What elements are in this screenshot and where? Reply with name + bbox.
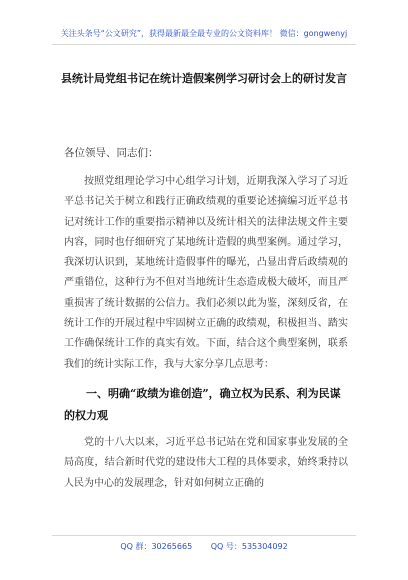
footer-qq-number: QQ 号：535304092 xyxy=(210,542,288,551)
body-paragraph-1: 按照党组理论学习中心组学习计划，近期我深入学习了习近平总书记关于树立和践行正确政绩观的重要论述摘编习近平总书记对统计工作的重要指示精神以及统计相关的法律法规文件主要内容，同时也仔细研究了某地统计造假的典型案例。通过学习，我深切认识到，某地统计造假事件的曝光，凸显出背后政绩观的严重错位，这种行为不但对当地统计生态造成极大破坏，而且严重损害了统计数据的公信力。我们必须以此为鉴，深刻反省，在统计工作的开展过程中牢固树立正确的政绩观，积极担当、踏实工作确保统计工作的真实有效。下面，结合这个典型案例，联系我们的统计实际工作，我与大家分享几点思考： xyxy=(64,176,348,370)
footer-divider xyxy=(52,535,356,536)
footer-qq-group: QQ 群：30265665 xyxy=(120,542,193,551)
header-divider xyxy=(52,44,356,45)
footer-contact xyxy=(0,541,408,552)
document-title: 县统计局党组书记在统计造假案例学习研讨会上的研讨发言 xyxy=(61,72,347,85)
salutation: 各位领导、同志们： xyxy=(64,147,159,159)
header-banner: 关注头条号“公文研究”，获得最新最全最专业的公文资料库！ 微信：gongwenyj xyxy=(60,29,348,38)
section-1-paragraph: 党的十八大以来，习近平总书记站在党和国家事业发展的全局高度，结合新时代党的建设伟大工程的具体要求，始终秉持以人民为中心的发展理念，针对如何树立正确的 xyxy=(64,436,348,489)
section-heading-1: 一、明确“政绩为谁创造”，确立权为民系、利为民谋的权力观 xyxy=(64,386,341,422)
document-body xyxy=(64,172,348,494)
